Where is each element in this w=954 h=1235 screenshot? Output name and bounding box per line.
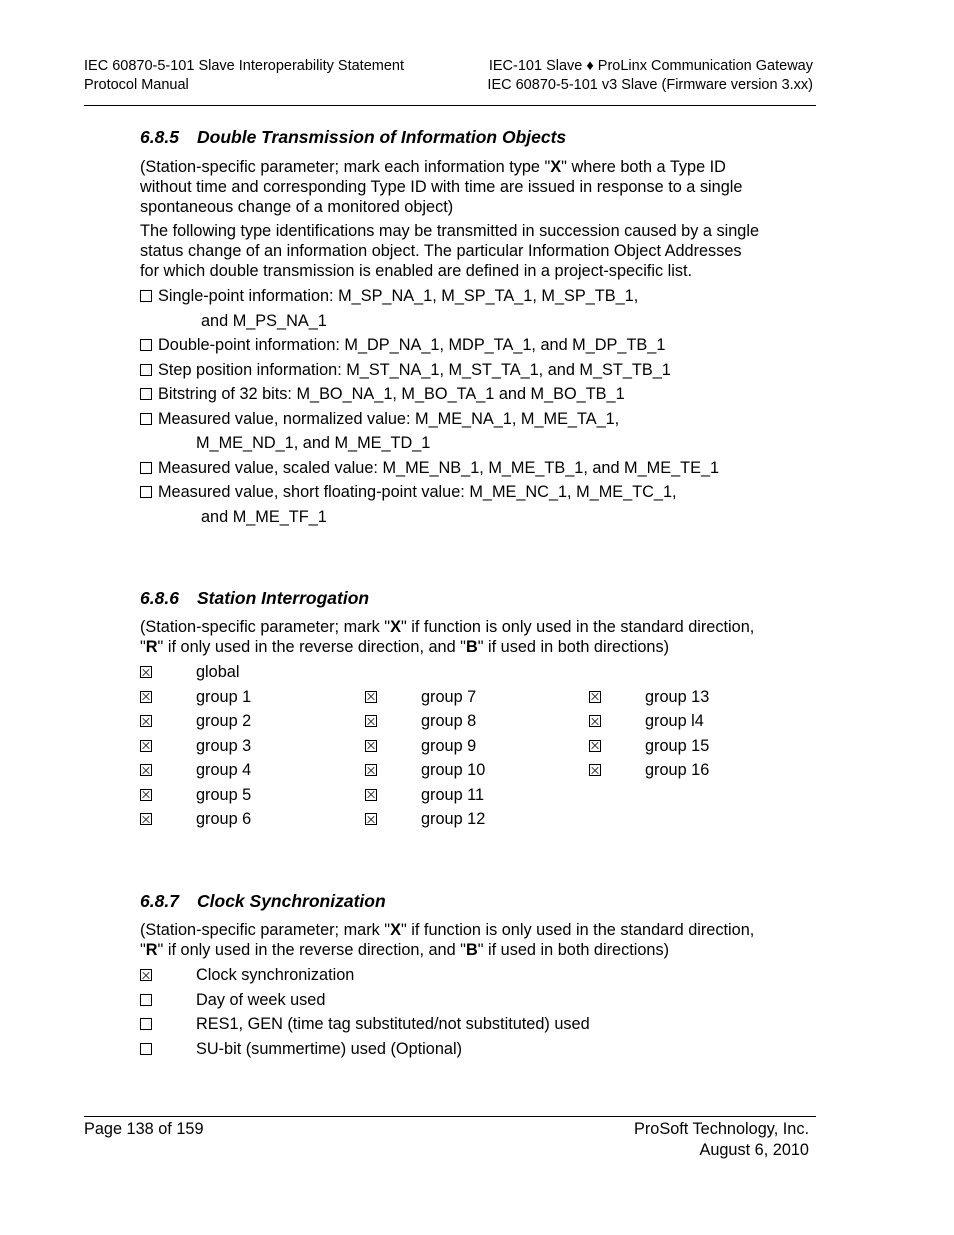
section-heading: 6.8.5 Double Transmission of Information Objects [140,127,567,147]
list-item: Double-point information: M_DP_NA_1, MDP_TA_1, and M_DP_TB_1 [140,333,760,358]
checkbox-checked-icon [140,813,152,825]
list-item: Clock synchronization [140,963,760,988]
list-item-continuation: and M_PS_NA_1 [201,311,327,330]
list-item: Bitstring of 32 bits: M_BO_NA_1, M_BO_TA_1 and M_BO_TB_1 [140,382,760,407]
list-item-continuation: and M_ME_TF_1 [201,507,327,526]
section-intro: (Station-specific parameter; mark "X" if function is only used in the standard direction, "R" if only used in the reverse direction, and "B" if used in both directions) [140,921,755,960]
checkbox-checked-icon [365,764,377,776]
header-firmware: IEC 60870-5-101 v3 Slave (Firmware version 3.xx) [487,77,813,93]
checkbox-empty-icon [140,290,152,302]
group-row: global [140,660,760,685]
list-item: Measured value, short floating-point value: M_ME_NC_1, M_ME_TC_1, [140,480,760,505]
section-heading: 6.8.6 Station Interrogation [140,588,370,608]
header-product: IEC-101 Slave ♦ ProLinx Communication Gateway [488,58,813,74]
checkbox-checked-icon [140,789,152,801]
checkbox-empty-icon [140,994,152,1006]
group-row: group 3 group 9 group 15 [140,734,760,759]
section-6-8-6 [140,587,760,832]
checkbox-checked-icon [140,740,152,752]
checkbox-empty-icon [140,339,152,351]
checkbox-empty-icon [140,1018,152,1030]
header-left [84,57,404,95]
header-doc-type: Protocol Manual [84,77,189,93]
checkbox-checked-icon [589,764,601,776]
header-rule [84,105,816,106]
checkbox-empty-icon [140,486,152,498]
checkbox-empty-icon [140,388,152,400]
list-item-continuation: M_ME_ND_1, and M_ME_TD_1 [196,434,431,453]
list-item: RES1, GEN (time tag substituted/not substituted) used [140,1012,760,1037]
checkbox-empty-icon [140,1043,152,1055]
list-item: Measured value, scaled value: M_ME_NB_1, M_ME_TB_1, and M_ME_TE_1 [140,456,760,481]
group-row: group 2 group 8 group l4 [140,709,760,734]
checkbox-checked-icon [365,691,377,703]
checkbox-checked-icon [589,691,601,703]
checkbox-empty-icon [140,364,152,376]
footer-right [634,1119,809,1160]
section-intro: (Station-specific parameter; mark "X" if function is only used in the standard direction, "R" if only used in the reverse direction, and "B" if used in both directions) [140,618,755,657]
footer-page-number: Page 138 of 159 [84,1120,204,1138]
group-row: group 5 group 11 [140,783,760,808]
list-item: Step position information: M_ST_NA_1, M_ST_TA_1, and M_ST_TB_1 [140,358,760,383]
group-row: group 4 group 10 group 16 [140,758,760,783]
list-item: Measured value, normalized value: M_ME_NA_1, M_ME_TA_1, [140,407,760,432]
list-item: Single-point information: M_SP_NA_1, M_SP_TA_1, M_SP_TB_1, [140,284,760,309]
checkbox-checked-icon [365,740,377,752]
section-paragraph: The following type identifications may be transmitted in succession caused by a single status change of an information object. The particular Information Object Addresses for which double transmission is enabled are defined in a project-specific list. [140,221,760,281]
checkbox-checked-icon [365,789,377,801]
footer-rule [84,1116,816,1117]
checkbox-empty-icon [140,462,152,474]
list-item: SU-bit (summertime) used (Optional) [140,1037,760,1062]
checkbox-checked-icon [140,969,152,981]
section-heading: 6.8.7 Clock Synchronization [140,891,386,911]
checkbox-checked-icon [140,715,152,727]
section-6-8-5 [140,126,760,529]
section-6-8-7 [140,890,760,1061]
list-item: Day of week used [140,988,760,1013]
section-intro: (Station-specific parameter; mark each information type "X" where both a Type ID without time and corresponding Type ID with time are issued in response to a single spontaneous change of a monitored object) [140,158,743,217]
checkbox-checked-icon [365,813,377,825]
group-row: group 1 group 7 group 13 [140,685,760,710]
header-doc-title: IEC 60870-5-101 Slave Interoperability Statement [84,58,404,74]
header-right [487,57,813,95]
checkbox-empty-icon [140,413,152,425]
checkbox-checked-icon [589,740,601,752]
checkbox-checked-icon [140,666,152,678]
footer-company: ProSoft Technology, Inc. [634,1120,809,1138]
checkbox-checked-icon [140,691,152,703]
checkbox-checked-icon [365,715,377,727]
footer-date: August 6, 2010 [699,1140,809,1159]
checkbox-checked-icon [589,715,601,727]
group-row: group 6 group 12 [140,807,760,832]
checkbox-checked-icon [140,764,152,776]
